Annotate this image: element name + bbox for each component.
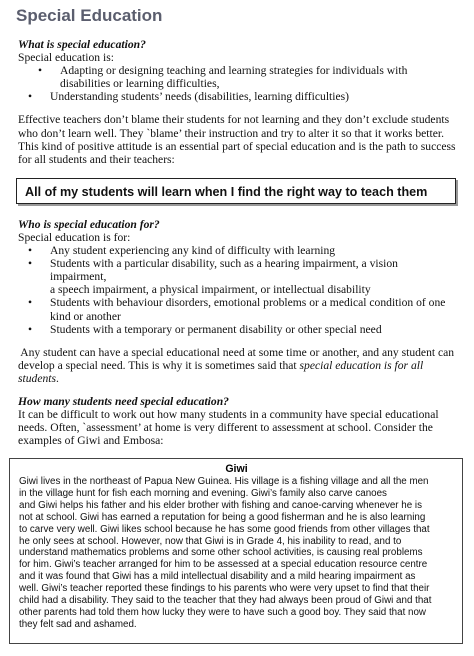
intro-what: Special education is: [18,51,114,65]
paragraph-blame [18,113,456,165]
section-who [18,218,456,448]
list-item: • Students with behaviour disorders, emotional problems or a medical condition of one kind or another [28,296,446,323]
paragraph-line: needs. Often, `assessment’ at home is very different to assessment at school. Consider the [18,421,433,435]
question-what: What is special education? [18,38,146,51]
bullet-list-what [18,64,456,103]
question-how-many: How many students need special education? [18,394,229,408]
story-line: well. Giwi’s teacher reported these findings to his parents who were very upset to find that their [19,583,430,595]
story-line: for him. Giwi’s teacher arranged for him to be assessed at a special education resource centre [19,559,428,571]
page-title: Special Education [16,6,163,25]
story-line: they felt sad and ashamed. [19,618,137,630]
paragraph-line: examples of Giwi and Embosa: [18,434,164,448]
quote-box [16,178,456,204]
paragraph-line: It can be difficult to work out how many students in a community have special educational [18,408,439,422]
story-line: Giwi lives in the northeast of Papua New Guinea. His village is a fishing village and all the men [19,476,429,487]
section-what [18,38,456,166]
story-line: child had a disability. They said to the teacher that they had always been proud of Giwi and that [19,595,432,607]
paragraph-line: Effective teachers don’t blame their students for not learning and they don’t exclude students [18,113,450,127]
question-who: Who is special education for? [18,217,160,231]
story-line: and Giwi helps his father and his elder brother with fishing and canoe-carving whenever he is [19,499,422,511]
story-line: not at school. Giwi has earned a reputation for being a good fisherman and he is also learning [19,511,426,523]
paragraph-line: Any student can have a special educational need at some time or another, and any student can [18,345,455,359]
story-box [9,458,463,644]
intro-who: Special education is for: [18,230,131,244]
paragraph-line: develop a special need. This is why it is sometimes said that special education is for all [18,358,424,372]
quote-text: All of my students will learn when I find the right way to teach them [25,184,428,199]
list-item: • Any student experiencing any kind of difficulty with learning [28,244,336,258]
paragraph-how-many [18,408,456,447]
story-line: understand mathematics problems and some other school activities, is causing real problems [19,547,423,559]
paragraph-line: students. [18,371,59,385]
bullet-list-who [18,244,456,336]
paragraph-line: who don’t learn well. They `blame’ their instruction and try to alter it so that it works better. [18,126,444,140]
list-item: • Adapting or designing teaching and learning strategies for individuals with disabilities or learning difficulties, [38,64,408,91]
list-item: • Understanding students’ needs (disabilities, learning difficulties) [28,90,350,104]
list-item: • Students with a particular disability, such as a hearing impairment, a vision impairment, a speech impairment, a physical impairment, or intellectual disability [28,257,398,297]
story-line: he only sees at school. However, now that Giwi is in Grade 4, his inability to read, and to [19,535,402,547]
list-item: • Students with a temporary or permanent disability or other special need [28,322,382,336]
paragraph-any-student [18,346,456,385]
story-line: in the village hunt for fish each morning and evening. Giwi’s family also carve canoes [19,487,387,499]
paragraph-line: This kind of positive attitude is an essential part of special education and is the path to success [18,139,456,153]
story-line: and it was found that Giwi has a mild intellectual disability and a mild hearing impairment as [19,571,416,583]
story-body [19,476,454,631]
story-line: to carve very well. Giwi likes school because he has some good friends from other villages that [19,523,430,535]
story-line: other parents had told them how lucky they were to have such a good boy. They said that now [19,606,426,618]
story-title: Giwi [225,463,248,475]
paragraph-line: for all students and their teachers: [18,152,175,166]
